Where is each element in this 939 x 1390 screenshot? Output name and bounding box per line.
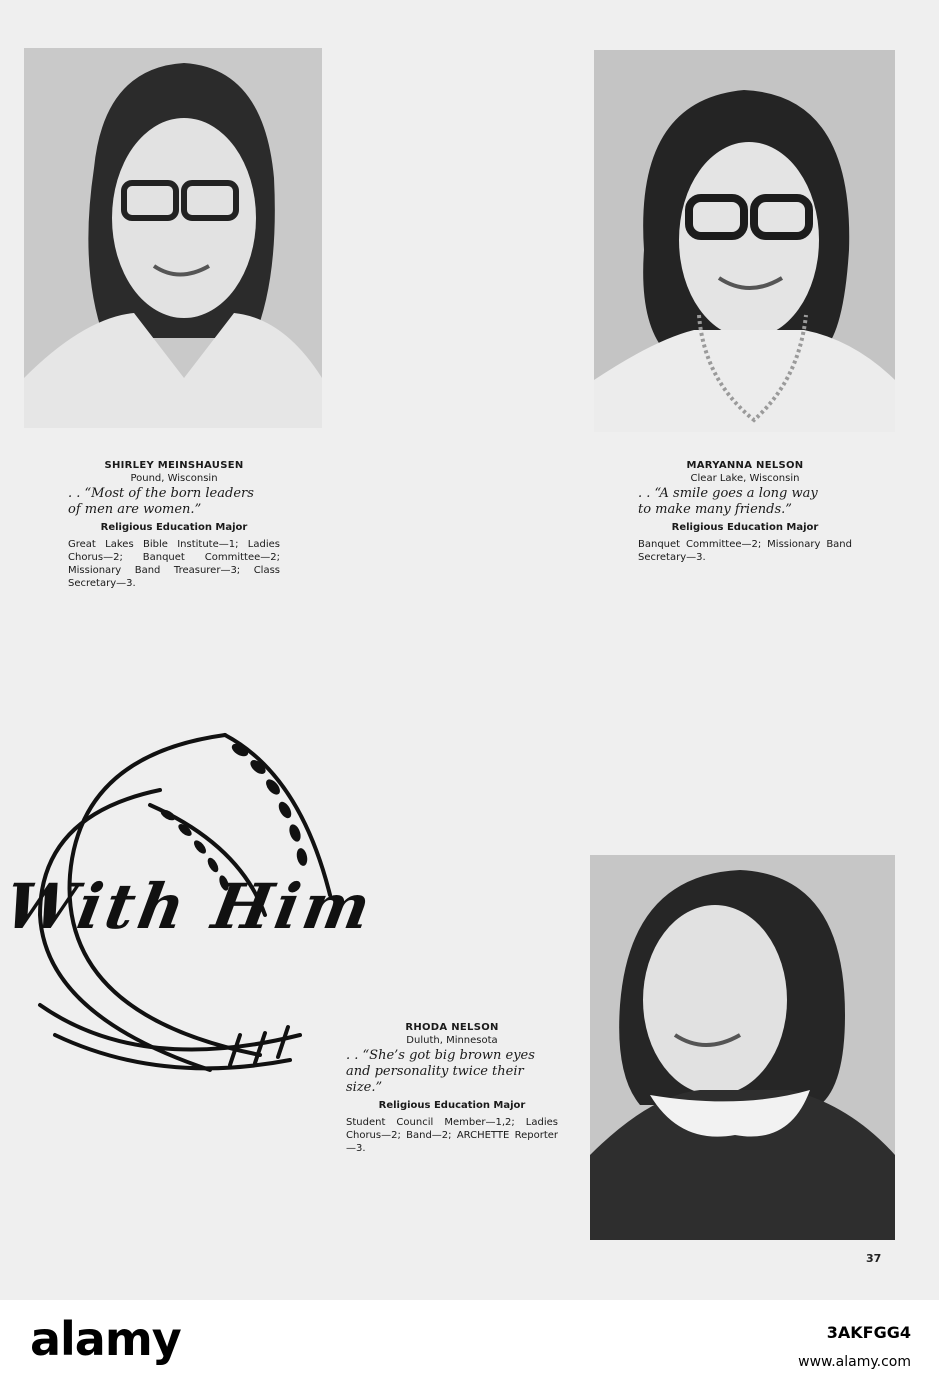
student-major: Religious Education Major (378, 1100, 526, 1111)
footer-bar (0, 1300, 939, 1390)
caption-shirley (68, 459, 280, 590)
caption-rhoda (346, 1021, 558, 1155)
portrait-photo-shirley (24, 48, 322, 428)
student-quote-line: to make many friends.” (638, 502, 792, 517)
student-hometown: Duluth, Minnesota (406, 1035, 498, 1046)
student-name: RHODA NELSON (405, 1022, 499, 1033)
student-quote-line: . . “Most of the born leaders (68, 486, 254, 501)
student-hometown: Pound, Wisconsin (130, 473, 218, 484)
student-quote-line: size.” (346, 1080, 383, 1095)
student-major: Religious Education Major (100, 522, 248, 533)
emblem-title: With Him (0, 870, 380, 943)
student-activities: Student Council Member—1,2; Ladies Chorus—2; Band—2; ARCHETTE Reporter—3. (346, 1117, 558, 1154)
student-name: SHIRLEY MEINSHAUSEN (104, 460, 244, 471)
student-activities: Great Lakes Bible Institute—1; Ladies Chorus—2; Banquet Committee—2; Missionary Band Treasurer—3; Class Secretary—3. (68, 539, 280, 589)
page-number: 37 (866, 1252, 882, 1265)
portrait-photo-maryanna (594, 50, 895, 432)
image-code: 3AKFGG4 (826, 1323, 911, 1342)
student-hometown: Clear Lake, Wisconsin (690, 473, 800, 484)
caption-maryanna (638, 459, 852, 564)
student-quote-line: of men are women.” (68, 502, 202, 517)
portrait-photo-rhoda (590, 855, 895, 1240)
student-activities: Banquet Committee—2; Missionary Band Secretary—3. (638, 539, 852, 563)
student-quote-line: . . “She’s got big brown eyes (346, 1048, 535, 1063)
alamy-logo: alamy (30, 1312, 181, 1366)
student-quote-line: . . “A smile goes a long way (638, 486, 818, 501)
student-major: Religious Education Major (671, 522, 819, 533)
student-name: MARYANNA NELSON (686, 460, 804, 471)
footer-url: www.alamy.com (798, 1354, 911, 1370)
student-quote-line: and personality twice their (346, 1064, 524, 1079)
